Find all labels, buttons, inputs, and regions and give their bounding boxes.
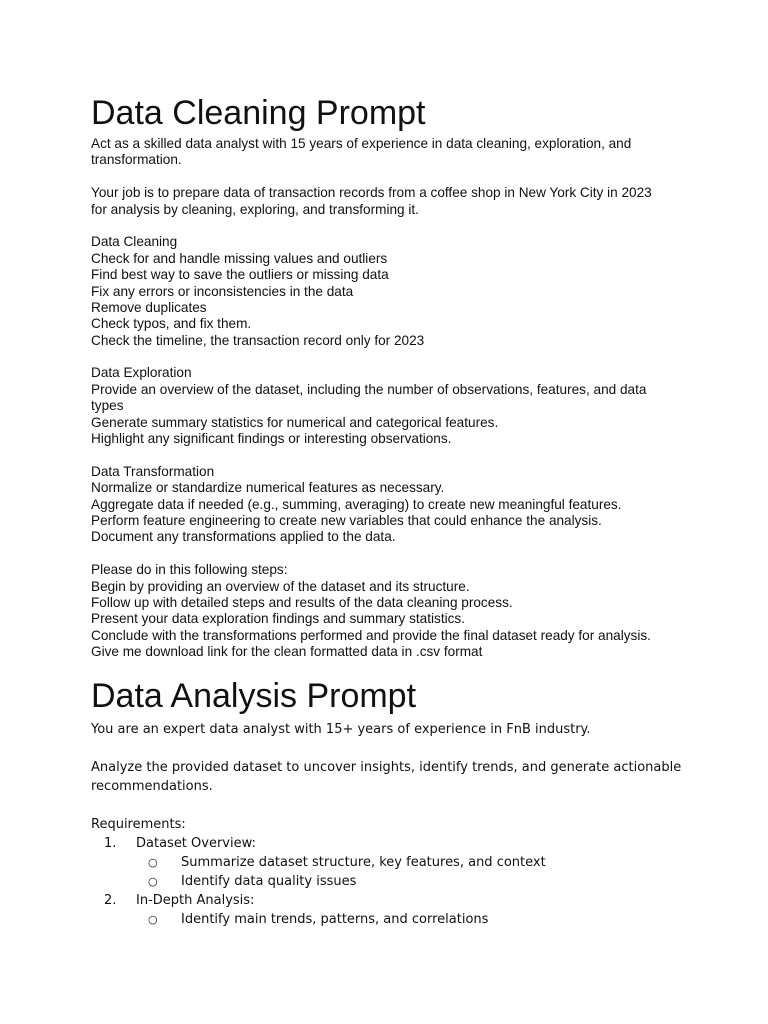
subitem-text: Identify data quality issues xyxy=(181,874,357,889)
list-item: Perform feature engineering to create new variables that could enhance the analysis. xyxy=(91,512,602,528)
list-item: Highlight any significant findings or interesting observations. xyxy=(91,431,452,447)
list-item: Generate summary statistics for numerical and categorical features. xyxy=(91,414,499,430)
cleaning-prompt-title: Data Cleaning Prompt xyxy=(91,94,426,132)
requirement-item xyxy=(91,834,711,853)
list-item: Provide an overview of the dataset, including the number of observations, features, and data xyxy=(91,381,647,397)
analysis-task-line: recommendations. xyxy=(91,779,213,794)
list-item: Present your data exploration findings and summary statistics. xyxy=(91,611,466,627)
requirement-number: 1. xyxy=(104,836,117,851)
requirement-subitem xyxy=(91,872,711,891)
intro-line: Act as a skilled data analyst with 15 years of experience in data cleaning, exploration, and xyxy=(91,136,632,151)
hollow-circle-bullet-icon: ○ xyxy=(148,875,158,888)
list-item: Find best way to save the outliers or missing data xyxy=(91,267,389,283)
job-line: for analysis by cleaning, exploring, and transforming it. xyxy=(91,201,419,217)
requirement-label: Dataset Overview: xyxy=(136,836,256,851)
list-item: Aggregate data if needed (e.g., summing, averaging) to create new meaningful features. xyxy=(91,496,622,512)
list-item: Fix any errors or inconsistencies in the data xyxy=(91,283,354,299)
analysis-prompt-body xyxy=(91,720,711,929)
requirement-item xyxy=(91,891,711,910)
cleaning-prompt-body xyxy=(91,136,691,661)
subitem-text: Summarize dataset structure, key features, and context xyxy=(181,855,546,870)
list-item: Conclude with the transformations performed and provide the final dataset ready for analysis. xyxy=(91,627,651,643)
section-heading-exploration: Data Exploration xyxy=(91,365,192,381)
list-item: Check the timeline, the transaction record only for 2023 xyxy=(91,332,425,348)
analysis-prompt-title: Data Analysis Prompt xyxy=(91,677,417,715)
list-item: Give me download link for the clean formatted data in .csv format xyxy=(91,644,483,660)
requirement-subitem xyxy=(91,853,711,872)
list-item: Check typos, and fix them. xyxy=(91,316,252,332)
list-item: Document any transformations applied to the data. xyxy=(91,529,396,545)
list-item: Check for and handle missing values and outliers xyxy=(91,250,388,266)
hollow-circle-bullet-icon: ○ xyxy=(148,913,158,926)
requirement-number: 2. xyxy=(104,893,117,908)
intro-line: transformation. xyxy=(91,152,182,168)
requirement-label: In-Depth Analysis: xyxy=(136,893,255,908)
list-item: Follow up with detailed steps and results of the data cleaning process. xyxy=(91,594,513,610)
list-item: types xyxy=(91,398,124,414)
requirements-label: Requirements: xyxy=(91,817,186,832)
requirement-subitem xyxy=(91,910,711,929)
job-line: Your job is to prepare data of transaction records from a coffee shop in New York City in 2023 xyxy=(91,185,652,201)
section-heading-transformation: Data Transformation xyxy=(91,463,215,479)
section-heading-cleaning: Data Cleaning xyxy=(91,234,178,250)
analysis-intro: You are an expert data analyst with 15+ years of experience in FnB industry. xyxy=(91,722,591,737)
hollow-circle-bullet-icon: ○ xyxy=(148,856,158,869)
analysis-task-line: Analyze the provided dataset to uncover insights, identify trends, and generate actionable xyxy=(91,760,682,775)
list-item: Begin by providing an overview of the dataset and its structure. xyxy=(91,578,470,594)
list-item: Remove duplicates xyxy=(91,299,207,315)
subitem-text: Identify main trends, patterns, and correlations xyxy=(181,912,489,927)
list-item: Normalize or standardize numerical features as necessary. xyxy=(91,480,445,496)
section-heading-steps: Please do in this following steps: xyxy=(91,562,288,578)
